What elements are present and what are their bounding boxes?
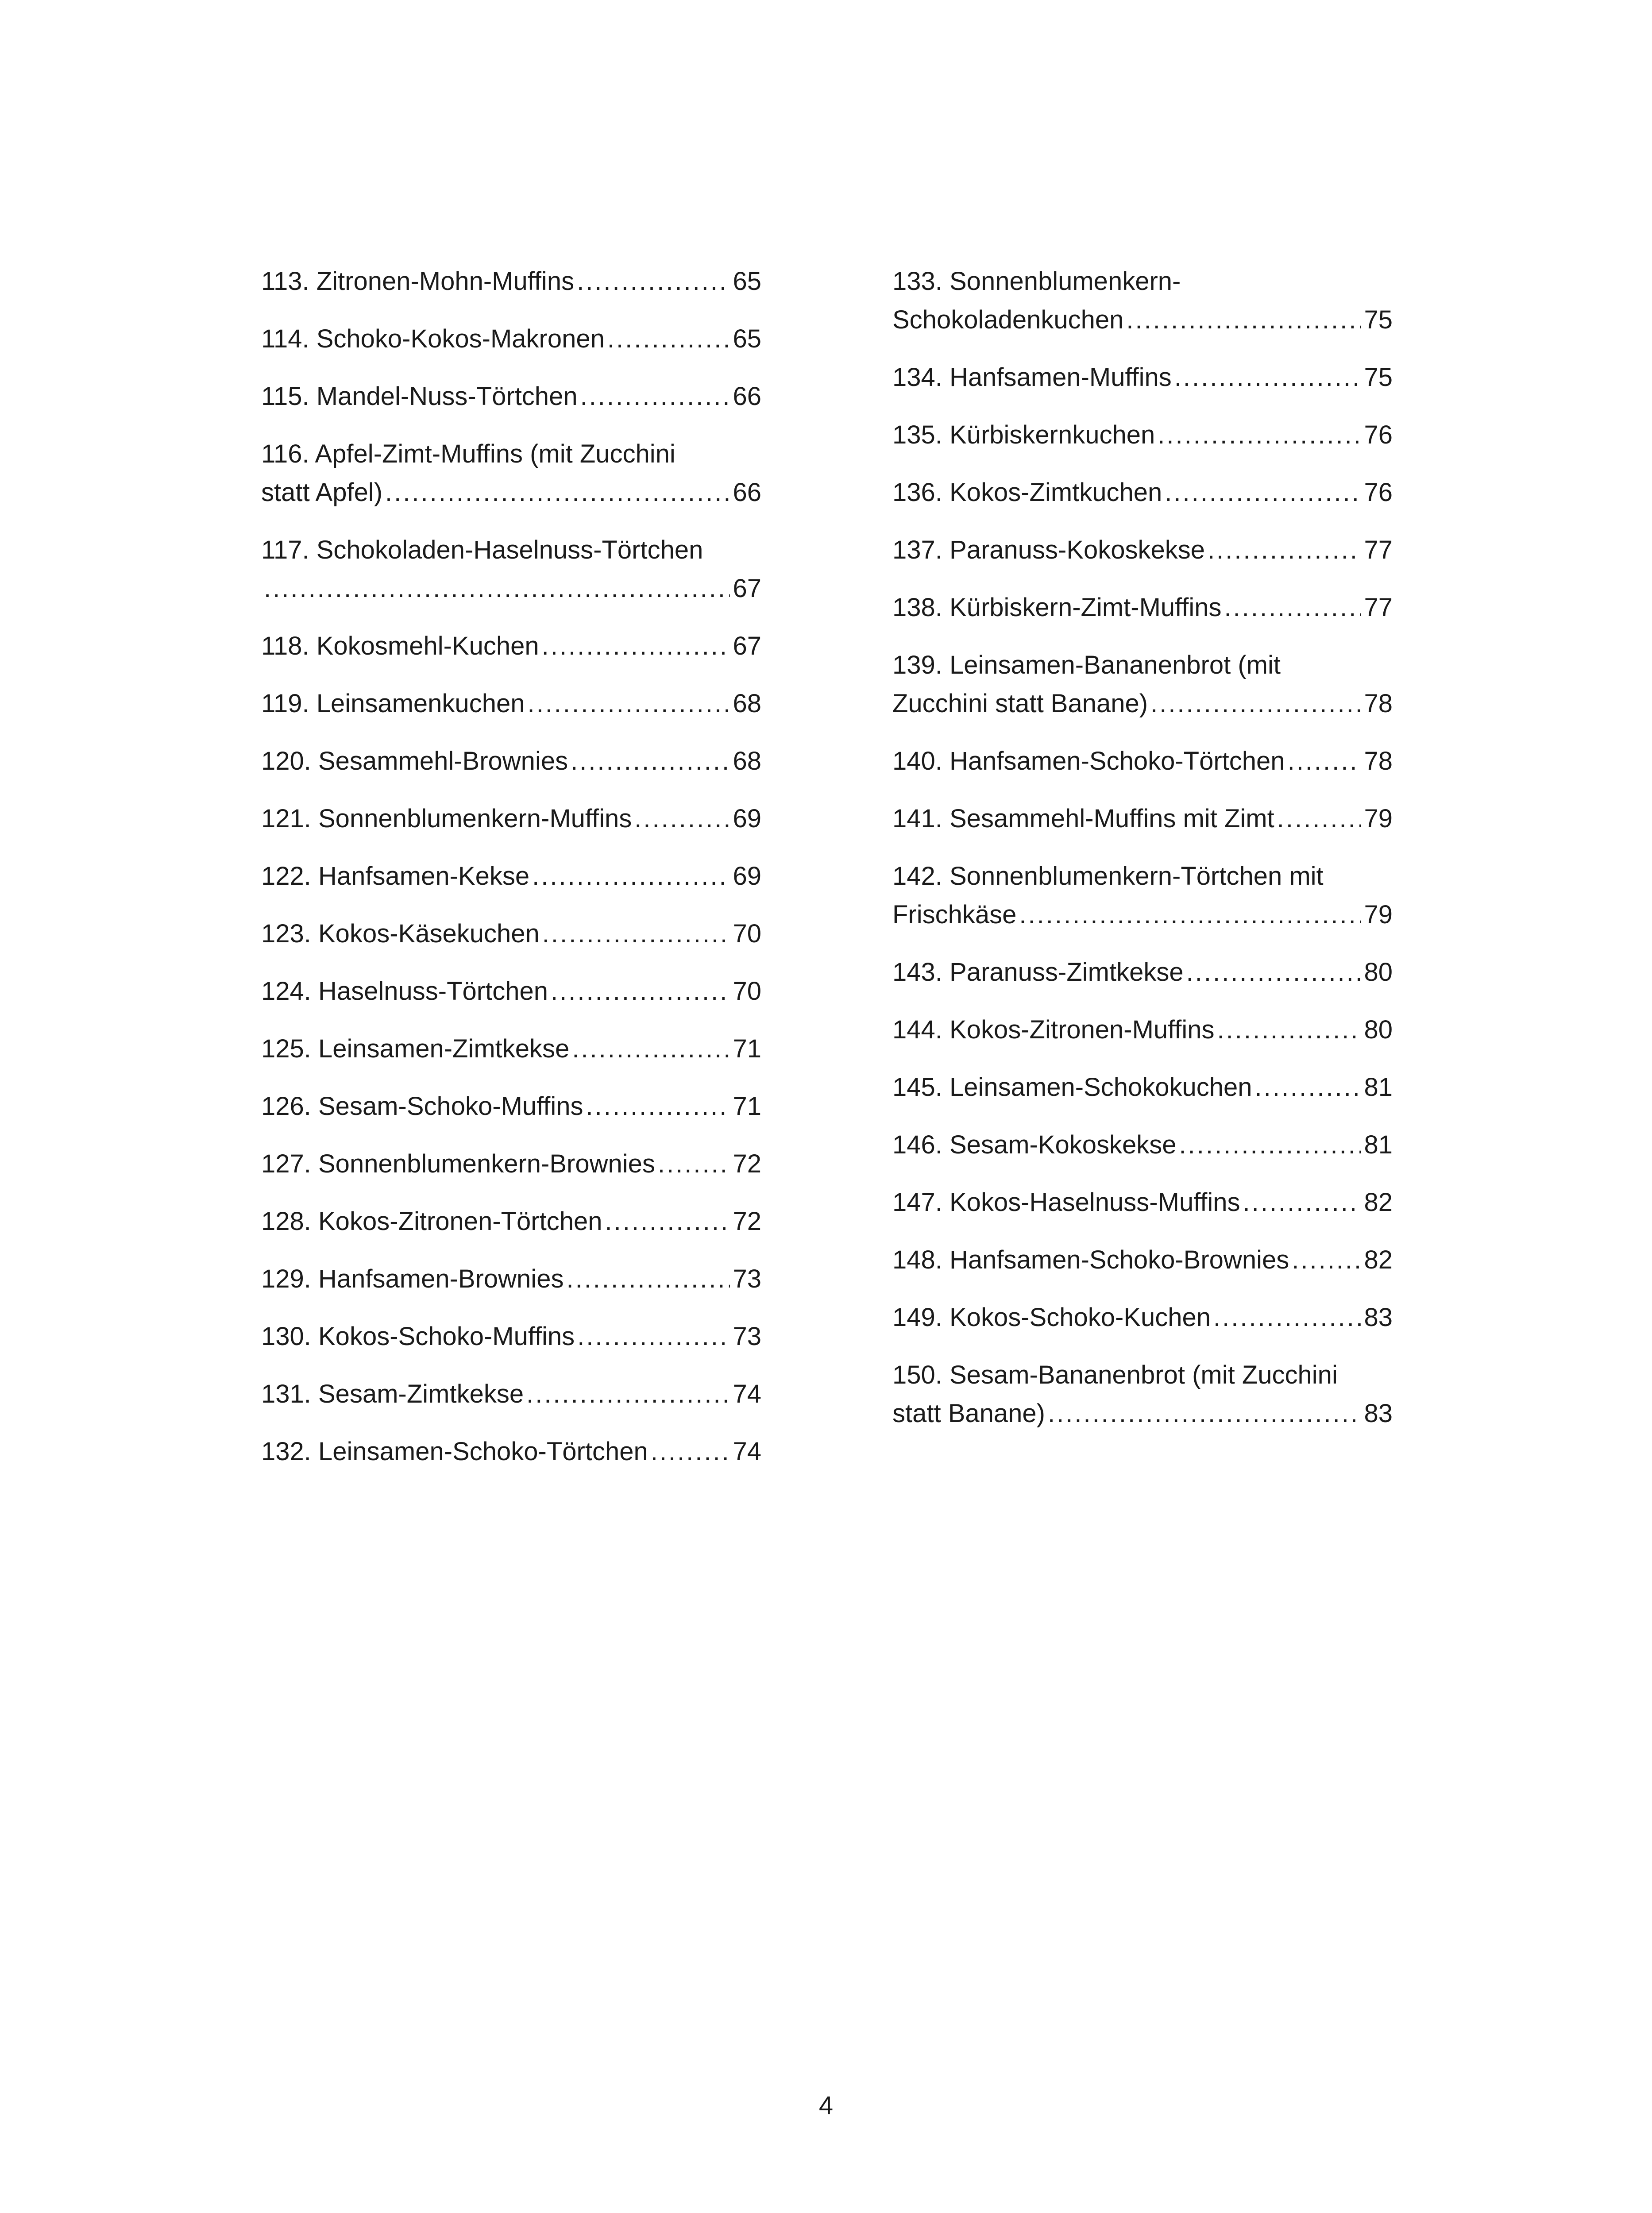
toc-entry [261,799,761,838]
dot-leader [1217,1010,1362,1049]
toc-entry-title: 131. Sesam-Zimtkekse [261,1380,524,1408]
toc-entry-page: 74 [733,1380,761,1408]
dot-leader [607,320,730,358]
toc-entry-title: 143. Paranuss-Zimtkekse [892,958,1184,987]
toc-entry [261,914,761,953]
toc-entry [261,742,761,780]
toc-entry-line [261,857,761,895]
toc-entry [892,531,1393,569]
toc-entry-title: 144. Kokos-Zitronen-Muffins [892,1015,1215,1044]
toc-entry-line [261,684,761,723]
toc-entry-line [261,1432,761,1471]
toc-entry [261,377,761,416]
dot-leader [1158,416,1361,454]
toc-entry-title: 114. Schoko-Kokos-Makronen [261,324,605,353]
toc-entry [892,857,1393,934]
toc-entry-title-line: 133. Sonnenblumenkern- [892,267,1181,296]
toc-entry-title: 127. Sonnenblumenkern-Brownies [261,1149,655,1178]
dot-leader [527,684,730,723]
toc-entry-title: 124. Haselnuss-Törtchen [261,977,548,1006]
toc-entry-title: statt Apfel) [261,478,383,507]
toc-entry-title: 115. Mandel-Nuss-Törtchen [261,382,578,411]
dot-leader [1150,684,1361,723]
dot-leader [1165,473,1361,512]
toc-entry-page: 79 [1364,804,1393,833]
toc-entry [261,1432,761,1471]
toc-entry-page: 75 [1364,363,1393,392]
toc-entry-title: Frischkäse [892,900,1017,929]
toc-entry-title: 123. Kokos-Käsekuchen [261,919,540,948]
toc-entry-line [892,684,1393,723]
toc-entry [892,1298,1393,1337]
toc-entry-line [892,1298,1393,1337]
dot-leader [571,742,730,780]
toc-entry-title: 138. Kürbiskern-Zimt-Muffins [892,593,1222,622]
dot-leader [1208,531,1361,569]
dot-leader [542,914,730,953]
dot-leader [586,1087,730,1126]
toc-entry [892,1010,1393,1049]
dot-leader [634,799,730,838]
toc-entry-title: 147. Kokos-Haselnuss-Muffins [892,1188,1240,1217]
toc-entry [261,1029,761,1068]
toc-entry-line [892,1183,1393,1222]
toc-entry-page: 73 [733,1322,761,1351]
toc-entry-title-line: 117. Schokoladen-Haselnuss-Törtchen [261,536,703,564]
toc-entry [261,1145,761,1183]
toc-entry [892,646,1393,723]
toc-entry-title: 132. Leinsamen-Schoko-Törtchen [261,1437,648,1466]
dot-leader [532,857,730,895]
dot-leader [1224,588,1362,627]
toc-entry [892,262,1393,339]
toc-entry-line [892,1126,1393,1164]
toc-entry-page: 70 [733,977,761,1006]
dot-leader [1292,1241,1361,1279]
toc-entry-line [892,953,1393,991]
dot-leader [551,972,730,1010]
toc-entry-line [892,742,1393,780]
dot-leader [651,1432,730,1471]
dot-leader [526,1375,730,1413]
dot-leader [1174,358,1362,397]
toc-entry-page: 82 [1364,1245,1393,1274]
dot-leader [1255,1068,1362,1106]
toc-entry-page: 80 [1364,1015,1393,1044]
toc-entry-line [892,416,1393,454]
toc-entry-page: 82 [1364,1188,1393,1217]
toc-entry-line [892,1394,1393,1433]
toc-entry-title: 119. Leinsamenkuchen [261,689,525,718]
toc-entry [261,684,761,723]
toc-entry-page: 75 [1364,305,1393,334]
dot-leader [566,1260,730,1298]
toc-entry-page: 69 [733,804,761,833]
toc-entry-line [892,1241,1393,1279]
toc-entry [261,1087,761,1126]
toc-entry-page: 76 [1364,420,1393,449]
toc-entry [892,742,1393,780]
toc-entry-title: 118. Kokosmehl-Kuchen [261,632,539,660]
toc-entry [892,953,1393,991]
toc-entry-page: 68 [733,689,761,718]
toc-entry [261,531,761,608]
toc-entry-page: 68 [733,747,761,775]
toc-entry-page: 83 [1364,1303,1393,1332]
toc-entry-page: 74 [733,1437,761,1466]
toc-entry [892,1241,1393,1279]
dot-leader [1186,953,1362,991]
toc-entry-page: 78 [1364,747,1393,775]
toc-entry-page: 77 [1364,593,1393,622]
toc-entry-page: 69 [733,862,761,891]
dot-leader [1243,1183,1362,1222]
toc-entry-line [261,1145,761,1183]
toc-entry-page: 71 [733,1034,761,1063]
dot-leader [385,473,730,512]
toc-entry [892,588,1393,627]
toc-entry-title-line: 150. Sesam-Bananenbrot (mit Zucchini [892,1361,1338,1389]
toc-entry-title: Schokoladenkuchen [892,305,1124,334]
toc-entry-page: 71 [733,1092,761,1121]
toc-entry-title: 130. Kokos-Schoko-Muffins [261,1322,575,1351]
toc-entry [261,320,761,358]
toc-entry-line [261,473,761,512]
toc-entry [261,972,761,1010]
toc-entry-title: 125. Leinsamen-Zimtkekse [261,1034,570,1063]
dot-leader [605,1202,730,1241]
toc-entry-title: 120. Sesammehl-Brownies [261,747,568,775]
toc-entry-title: 135. Kürbiskernkuchen [892,420,1155,449]
toc-entry-title-line: 116. Apfel-Zimt-Muffins (mit Zucchini [261,440,675,468]
toc-entry-title: 136. Kokos-Zimtkuchen [892,478,1162,507]
dot-leader [1277,799,1362,838]
toc-entry-line [261,320,761,358]
toc-entry-title: 122. Hanfsamen-Kekse [261,862,530,891]
toc-entry [261,1260,761,1298]
toc-entry-page: 76 [1364,478,1393,507]
toc-entry-title: 126. Sesam-Schoko-Muffins [261,1092,583,1121]
toc-entry-page: 66 [733,478,761,507]
dot-leader [1019,895,1361,934]
toc-entry-page: 81 [1364,1130,1393,1159]
toc-entry-line [261,1317,761,1356]
toc-entry-line [261,972,761,1010]
toc-entry-page: 65 [733,324,761,353]
toc-entry-line [261,1260,761,1298]
toc-entry-title: 128. Kokos-Zitronen-Törtchen [261,1207,602,1236]
toc-entry [892,1126,1393,1164]
toc-entry-line [892,1010,1393,1049]
dot-leader [1213,1298,1361,1337]
toc-entry-title: 113. Zitronen-Mohn-Muffins [261,267,575,296]
toc-entry-title: 129. Hanfsamen-Brownies [261,1265,564,1293]
toc-entry-line [261,1029,761,1068]
toc-entry-title: statt Banane) [892,1399,1045,1428]
toc-entry [892,799,1393,838]
toc-entry-line [261,1087,761,1126]
toc-entry-line [261,627,761,665]
toc-column-right [892,262,1393,1452]
toc-entry-page: 79 [1364,900,1393,929]
toc-entry [892,358,1393,397]
dot-leader [1288,742,1362,780]
toc-entry-line [261,377,761,416]
toc-entry [261,627,761,665]
toc-entry-page: 80 [1364,958,1393,987]
toc-entry-title: 145. Leinsamen-Schokokuchen [892,1073,1252,1102]
page-number: 4 [818,2091,834,2120]
toc-entry [261,262,761,301]
toc-entry [261,1317,761,1356]
toc-entry-line [892,895,1393,934]
toc-entry-line [892,588,1393,627]
toc-entry-page: 72 [733,1149,761,1178]
toc-entry-page: 65 [733,267,761,296]
toc-entry-line [892,358,1393,397]
toc-entry-title: 146. Sesam-Kokoskekse [892,1130,1177,1159]
dot-leader [1126,301,1361,339]
toc-entry-page: 73 [733,1265,761,1293]
toc-entry-page: 83 [1364,1399,1393,1428]
toc-entry-title: 149. Kokos-Schoko-Kuchen [892,1303,1211,1332]
dot-leader [577,1317,730,1356]
toc-entry-page: 77 [1364,536,1393,564]
dot-leader [658,1145,730,1183]
toc-entry-title: 140. Hanfsamen-Schoko-Törtchen [892,747,1285,775]
toc-entry [892,473,1393,512]
toc-entry-line [261,569,761,608]
dot-leader [572,1029,730,1068]
toc-entry-page: 66 [733,382,761,411]
toc-entry-title: 148. Hanfsamen-Schoko-Brownies [892,1245,1289,1274]
dot-leader [1179,1126,1362,1164]
toc-entry [261,1375,761,1413]
toc-entry-title: 121. Sonnenblumenkern-Muffins [261,804,632,833]
toc-entry-line [892,473,1393,512]
toc-entry-line [261,742,761,780]
toc-entry-title: 141. Sesammehl-Muffins mit Zimt [892,804,1274,833]
toc-entry-line [892,799,1393,838]
toc-entry-line [261,1375,761,1413]
toc-entry-line [261,799,761,838]
toc-entry-page: 70 [733,919,761,948]
toc-entry [892,1068,1393,1106]
dot-leader [542,627,730,665]
toc-entry [892,416,1393,454]
dot-leader [1048,1394,1361,1433]
toc-entry-title-line: 142. Sonnenblumenkern-Törtchen mit [892,862,1324,891]
toc-entry [261,435,761,512]
toc-entry [892,1356,1393,1433]
dot-leader [264,569,730,608]
toc-entry [892,1183,1393,1222]
toc-entry [261,857,761,895]
dot-leader [580,377,730,416]
toc-entry-title: Zucchini statt Banane) [892,689,1148,718]
toc-entry-page: 67 [733,574,761,603]
toc-entry-line [892,1068,1393,1106]
toc-entry-page: 81 [1364,1073,1393,1102]
toc-entry-title: 134. Hanfsamen-Muffins [892,363,1172,392]
toc-entry-line [892,301,1393,339]
toc-entry-page: 67 [733,632,761,660]
toc-column-left [261,262,761,1490]
toc-entry-line [261,1202,761,1241]
toc-entry-page: 72 [733,1207,761,1236]
toc-entry-title-line: 139. Leinsamen-Bananenbrot (mit [892,651,1281,679]
toc-entry-line [261,262,761,301]
toc-entry-page: 78 [1364,689,1393,718]
toc-entry [261,1202,761,1241]
toc-entry-title: 137. Paranuss-Kokoskekse [892,536,1205,564]
toc-entry-line [261,914,761,953]
dot-leader [577,262,730,301]
toc-entry-line [892,531,1393,569]
